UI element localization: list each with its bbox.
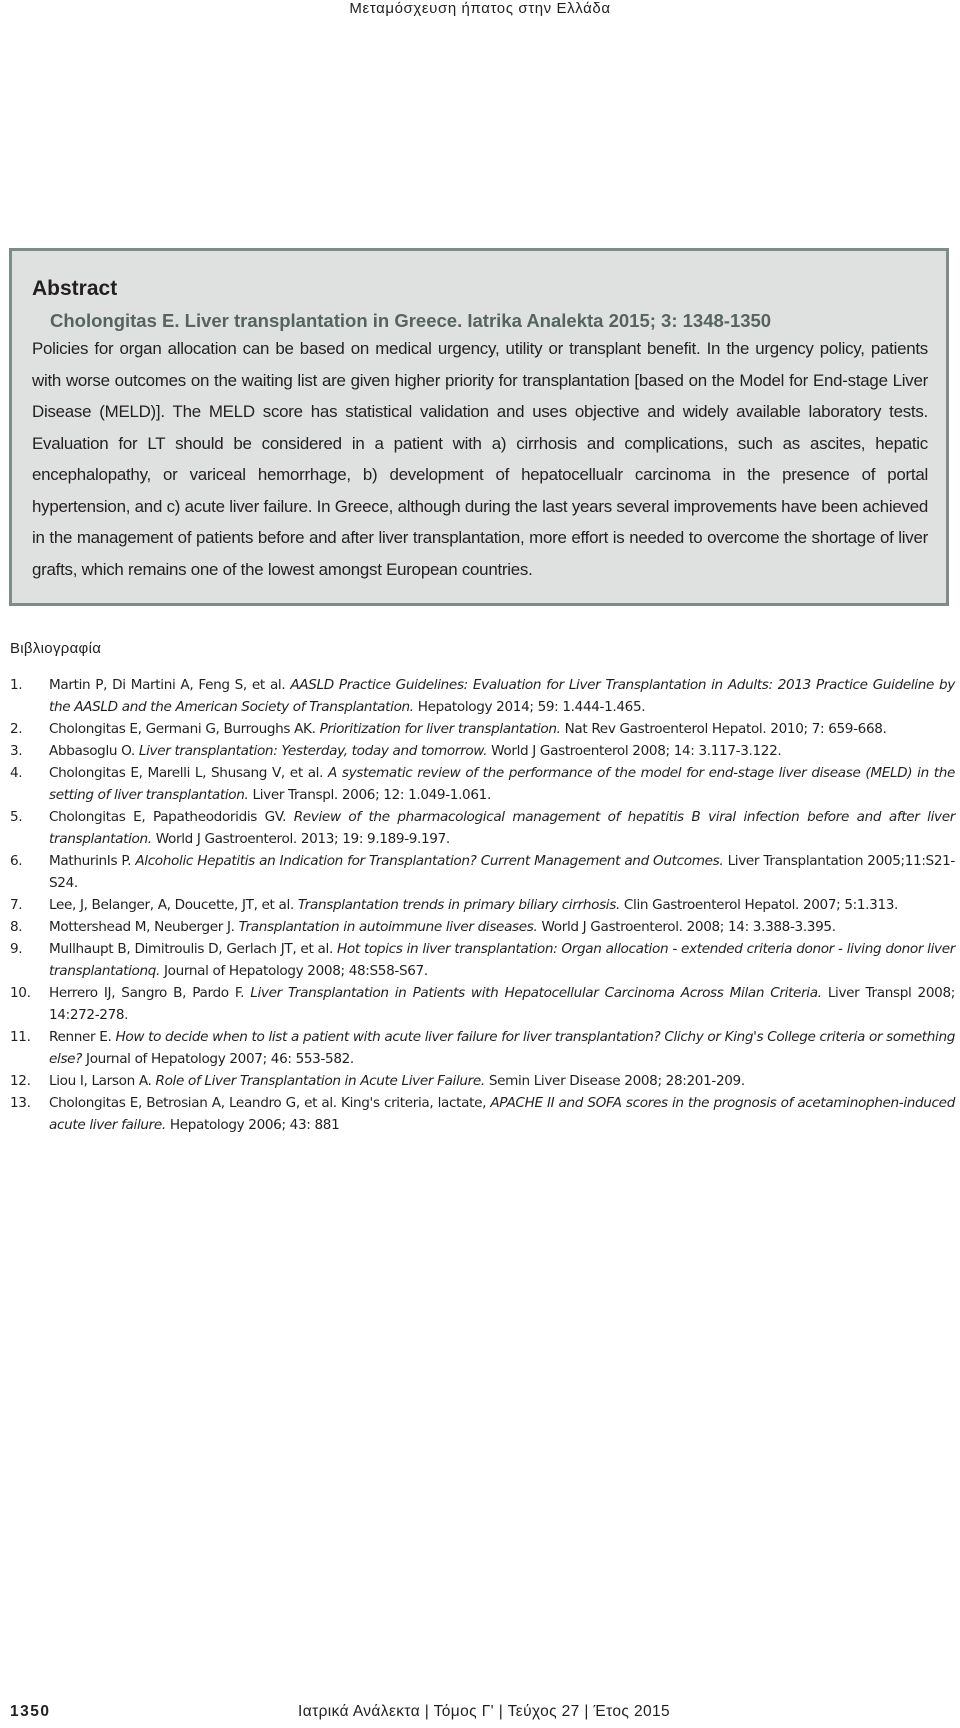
- reference-item: [10, 674, 955, 718]
- reference-source: World J Gastroenterol. 2013; 19: 9.189-9.197.: [151, 831, 450, 847]
- reference-text: [49, 850, 955, 894]
- reference-text: [49, 1026, 955, 1070]
- reference-item: [10, 894, 955, 916]
- abstract-citation: Cholongitas E. Liver transplantation in Greece. Iatrika Analekta 2015; 3: 1348-1350: [50, 310, 772, 331]
- reference-item: [10, 982, 955, 1026]
- reference-text: [49, 762, 955, 806]
- reference-authors: Herrero IJ, Sangro B, Pardo F.: [49, 985, 251, 1001]
- reference-source: Liver Transpl 2008; 14:272-278.: [49, 985, 955, 1023]
- reference-source: Hepatology 2014; 59: 1.444-1.465.: [413, 699, 646, 715]
- reference-number: 12.: [10, 1073, 31, 1089]
- reference-text: [49, 894, 955, 916]
- reference-authors: Mullhaupt B, Dimitroulis D, Gerlach JT, et al.: [49, 941, 338, 957]
- reference-item: [10, 806, 955, 850]
- reference-authors: Mottershead M, Neuberger J.: [49, 919, 239, 935]
- reference-item: [10, 1070, 955, 1092]
- references-heading: Βιβλιογραφία: [10, 640, 102, 657]
- reference-number: 13.: [10, 1095, 31, 1111]
- reference-title: Liver Transplantation in Patients with Hepatocellular Carcinoma Across Milan Criteria.: [250, 985, 822, 1001]
- page-number: 1350: [10, 1703, 51, 1720]
- reference-item: [10, 938, 955, 982]
- reference-source: World J Gastroenterol 2008; 14: 3.117-3.122.: [487, 743, 782, 759]
- reference-authors: Abbasoglu O.: [49, 743, 139, 759]
- reference-source: Nat Rev Gastroenterol Hepatol. 2010; 7: 659-668.: [560, 721, 887, 737]
- reference-text: [49, 740, 955, 762]
- reference-number: 8.: [10, 919, 23, 935]
- reference-source: Clin Gastroenterol Hepatol. 2007; 5:1.313.: [619, 897, 899, 913]
- reference-authors: Renner E.: [49, 1029, 116, 1045]
- reference-title: Alcoholic Hepatitis an Indication for Transplantation? Current Management and Outcomes.: [135, 853, 724, 869]
- reference-number: 7.: [10, 897, 23, 913]
- reference-number: 9.: [10, 941, 23, 957]
- reference-authors: Cholongitas E, Betrosian A, Leandro G, et al. King's criteria, lactate,: [49, 1095, 491, 1111]
- reference-text: [49, 938, 955, 982]
- running-header: Μεταμόσχευση ήπατος στην Ελλάδα: [349, 0, 611, 17]
- reference-title: APACHE II and SOFA scores in the prognosis of acetaminophen-induced acute liver failure.: [49, 1095, 955, 1133]
- reference-item: [10, 1026, 955, 1070]
- reference-text: [49, 718, 955, 740]
- reference-source: Hepatology 2006; 43: 881: [165, 1117, 340, 1133]
- reference-title: Prioritization for liver transplantation.: [319, 721, 561, 737]
- reference-source: Journal of Hepatology 2007; 46: 553-582.: [82, 1051, 354, 1067]
- reference-number: 3.: [10, 743, 23, 759]
- reference-text: [49, 806, 955, 850]
- reference-title: How to decide when to list a patient with acute liver failure for liver transplantation? Clichy or King's College criteria or something else?: [49, 1029, 956, 1067]
- abstract-heading: Abstract: [32, 277, 118, 300]
- reference-item: [10, 916, 955, 938]
- reference-item: [10, 1092, 955, 1136]
- reference-title: Transplantation in autoimmune liver diseases.: [238, 919, 538, 935]
- reference-number: 4.: [10, 765, 23, 781]
- references-list: [10, 674, 955, 1136]
- reference-title: Liver transplantation: Yesterday, today and tomorrow.: [138, 743, 488, 759]
- reference-authors: Cholongitas E, Papatheodoridis GV.: [49, 809, 294, 825]
- reference-title: Transplantation trends in primary biliary cirrhosis.: [297, 897, 620, 913]
- reference-text: [49, 916, 955, 938]
- reference-authors: Liou I, Larson A.: [49, 1073, 156, 1089]
- abstract-body: Policies for organ allocation can be based on medical urgency, utility or transplant benefit. In the urgency policy, patients with worse outcomes on the waiting list are given higher priority for transplantation [based on the Model for End-stage Liver Disease (MELD)]. The MELD score has statistical validation and uses objective and widely available laboratory tests. Evaluation for LT should be considered in a patient with a) cirrhosis and complications, such as ascites, hepatic encephalopathy, or variceal hemorrhage, b) development of hepatocellualr carcinoma in the presence of portal hypertension, and c) acute liver failure. In Greece, although during the last years several improvements have been achieved in the management of patients before and after liver transplantation, more effort is needed to overcome the shortage of liver grafts, which remains one of the lowest amongst European countries.: [32, 339, 928, 579]
- reference-text: [49, 1092, 955, 1136]
- reference-source: Journal of Hepatology 2008; 48:S58-S67.: [160, 963, 428, 979]
- reference-text: [49, 1070, 955, 1092]
- reference-number: 1.: [10, 677, 23, 693]
- reference-authors: Lee, J, Belanger, A, Doucette, JT, et al.: [49, 897, 298, 913]
- reference-authors: Cholongitas E, Marelli L, Shusang V, et al.: [49, 765, 328, 781]
- reference-authors: MathurinIs P.: [49, 853, 136, 869]
- reference-item: [10, 718, 955, 740]
- reference-item: [10, 740, 955, 762]
- reference-text: [49, 674, 955, 718]
- reference-title: A systematic review of the performance of the model for end-stage liver disease (MELD) in the setting of liver transplantation.: [49, 765, 956, 803]
- reference-title: Role of Liver Transplantation in Acute Liver Failure.: [155, 1073, 485, 1089]
- reference-authors: Cholongitas E, Germani G, Burroughs AK.: [49, 721, 320, 737]
- reference-number: 5.: [10, 809, 23, 825]
- reference-item: [10, 850, 955, 894]
- reference-title: Hot topics in liver transplantation: Organ allocation - extended criteria donor - living donor liver transplantationq.: [49, 941, 955, 979]
- reference-source: Liver Transpl. 2006; 12: 1.049-1.061.: [248, 787, 491, 803]
- reference-number: 2.: [10, 721, 23, 737]
- journal-info: Ιατρικά Ανάλεκτα | Τόμος Γ' | Τεύχος 27 | Έτος 2015: [298, 1703, 671, 1720]
- reference-number: 6.: [10, 853, 23, 869]
- reference-source: Semin Liver Disease 2008; 28:201-209.: [484, 1073, 745, 1089]
- reference-number: 10.: [10, 985, 31, 1001]
- abstract-box: [9, 248, 949, 606]
- reference-source: World J Gastroenterol. 2008; 14: 3.388-3.395.: [537, 919, 836, 935]
- reference-text: [49, 982, 955, 1026]
- reference-title: Review of the pharmacological management of hepatitis B viral infection before and after liver transplantation.: [49, 809, 955, 847]
- reference-number: 11.: [10, 1029, 31, 1045]
- reference-item: [10, 762, 955, 806]
- reference-source: Liver Transplantation 2005;11:S21-S24.: [49, 853, 955, 891]
- reference-title: AASLD Practice Guidelines: Evaluation for Liver Transplantation in Adults: 2013 Practice Guideline by the AASLD and the American Society of Transplantation.: [49, 677, 955, 715]
- reference-authors: Martin P, Di Martini A, Feng S, et al.: [49, 677, 291, 693]
